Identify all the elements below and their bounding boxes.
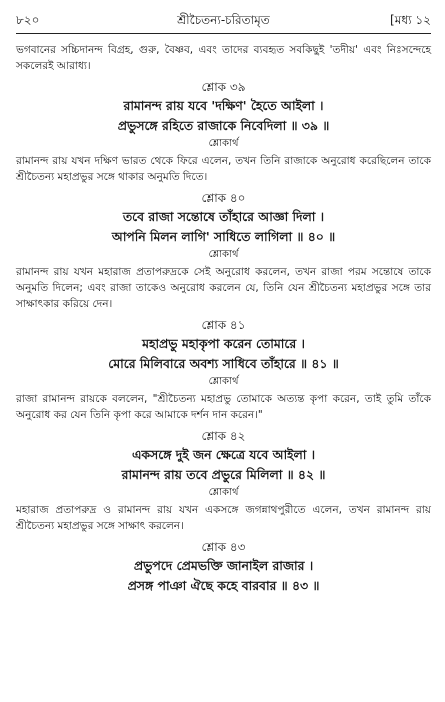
verse-heading: শ্লোক ৪২ bbox=[201, 429, 246, 443]
verse-heading: শ্লোক ৪০ bbox=[201, 191, 246, 205]
verse-line: রামানন্দ রায় তবে প্রভুরে মিলিলা ॥ ৪২ ॥ bbox=[121, 467, 326, 482]
verse-block-40 bbox=[16, 190, 431, 312]
verse-heading: শ্লোক ৪১ bbox=[201, 318, 246, 332]
verse-block-39 bbox=[16, 79, 431, 185]
chapter-marker: [মধ্য ১২ bbox=[390, 13, 431, 27]
verse-line: একসঙ্গে দুই জন ক্ষেত্রে যবে আইলা । bbox=[131, 447, 316, 462]
verse-line: তবে রাজা সন্তোষে তাঁহারে আজ্ঞা দিলা । bbox=[122, 209, 325, 224]
verse-line: প্রভুসঙ্গে রহিতে রাজাকে নিবেদিলা ॥ ৩৯ ॥ bbox=[117, 118, 330, 133]
running-title: শ্রীচৈতন্য-চরিতামৃত bbox=[177, 13, 270, 27]
verse-line: প্রসঙ্গ পাঞা ঐছে কহে বারবার ॥ ৪৩ ॥ bbox=[127, 578, 320, 593]
verse-block-41 bbox=[16, 317, 431, 423]
page-header bbox=[16, 9, 431, 33]
verse-line: প্রভুপদে প্রেমভক্তি জানাইল রাজার । bbox=[133, 558, 314, 573]
translation-heading: শ্লোকার্থ bbox=[208, 249, 239, 260]
verse-line: মহাপ্রভু মহাকৃপা করেন তোমারে । bbox=[142, 336, 305, 351]
translation-heading: শ্লোকার্থ bbox=[208, 487, 239, 498]
verse-heading: শ্লোক ৩৯ bbox=[201, 80, 246, 94]
verse-block-43 bbox=[16, 539, 431, 596]
translation-paragraph: মহারাজ প্রতাপরুদ্র ও রামানন্দ রায় যখন একসঙ্গে জগন্নাথপুরীতে এলেন, তখন রামানন্দ রায় শ্রীচৈতন্য মহাপ্রভুর সঙ্গে সাক্ষাৎ করলেন। bbox=[16, 504, 431, 532]
verse-line: রামানন্দ রায় যবে 'দক্ষিণ' হৈতে আইলা । bbox=[123, 98, 324, 113]
intro-paragraph: ভগবানের সচ্চিদানন্দ বিগ্রহ, গুরু, বৈষ্ণব, এবং তাদের ব্যবহৃত সবকিছুই 'তদীয়' এবং নিঃসন্দেহে সকলেরই আরাধ্য। bbox=[16, 44, 431, 72]
verse-block-42 bbox=[16, 428, 431, 534]
header-rule bbox=[16, 33, 431, 34]
translation-paragraph: রাজা রামানন্দ রায়কে বললেন, "শ্রীচৈতন্য মহাপ্রভু তোমাকে অত্যন্ত কৃপা করেন, তাই তুমি তাঁকে অনুরোধ কর যেন তিনি কৃপা করে আমাকে দর্শন দান করেন।" bbox=[16, 393, 431, 421]
translation-heading: শ্লোকার্থ bbox=[208, 376, 239, 387]
book-page bbox=[0, 9, 445, 702]
verse-line: আপনি মিলন লাগি' সাধিতে লাগিলা ॥ ৪০ ॥ bbox=[111, 229, 336, 244]
verse-line: মোরে মিলিবারে অবশ্য সাধিবে তাঁহারে ॥ ৪১ ॥ bbox=[108, 356, 339, 371]
translation-paragraph: রামানন্দ রায় যখন মহারাজ প্রতাপরুদ্রকে সেই অনুরোধ করলেন, তখন রাজা পরম সন্তোষে তাকে অনুমতি দিলেন; এবং রাজা তাকেও অনুরোধ করলেন যে, তিনি যেন শ্রীচৈতন্য মহাপ্রভুর সঙ্গে তার সাক্ষাৎকার করিয়ে দেন। bbox=[16, 266, 431, 310]
translation-heading: শ্লোকার্থ bbox=[208, 138, 239, 149]
page-number: ৮২০ bbox=[16, 13, 40, 27]
translation-paragraph: রামানন্দ রায় যখন দক্ষিণ ভারত থেকে ফিরে এলেন, তখন তিনি রাজাকে অনুরোধ করেছিলেন তাকে শ্রীচৈতন্য মহাপ্রভুর সঙ্গে থাকার অনুমতি দিতে। bbox=[16, 155, 431, 183]
verse-heading: শ্লোক ৪৩ bbox=[201, 540, 246, 554]
